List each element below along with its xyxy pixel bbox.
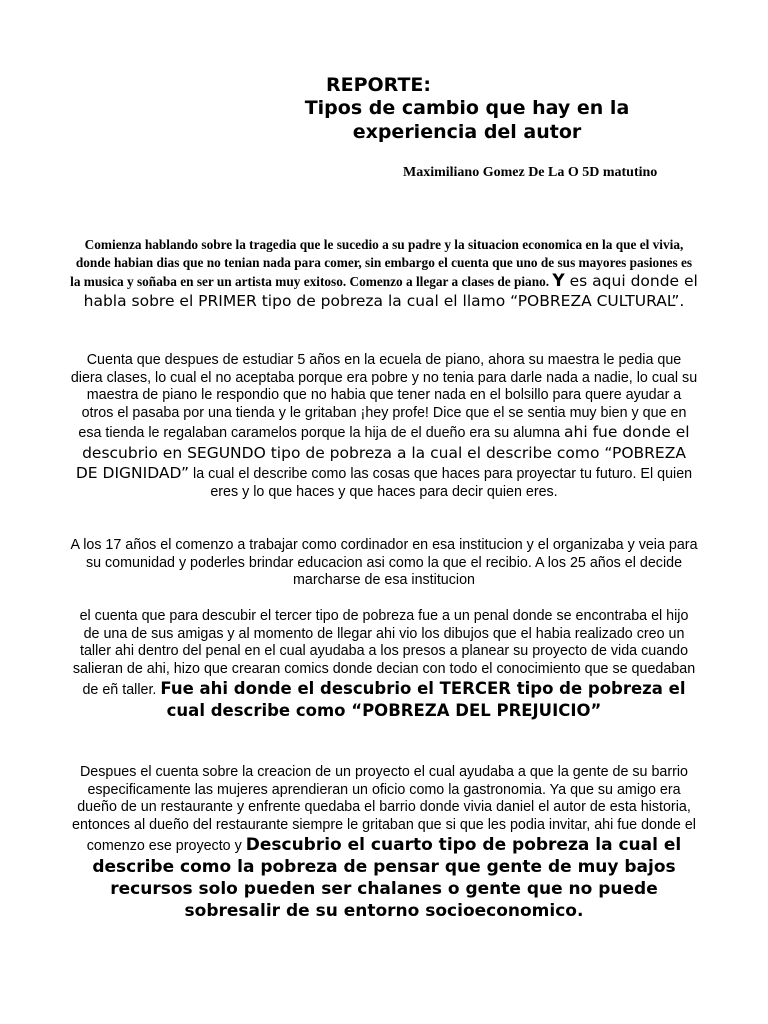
paragraph-2-emphasis: ahi fue donde el descubrio en SEGUNDO tipo de pobreza a la cual el describe como “POBREZA DE DIGNIDAD” (75, 423, 690, 482)
author-line: Maximiliano Gomez De La O 5D matutino (403, 165, 658, 180)
paragraph-1-emphasis-text: es aqui donde el habla sobre el PRIMER tipo de pobreza la cual el llamo “POBREZA CULTURAL”. (83, 272, 698, 311)
paragraph-2-intro: Cuenta que despues de estudiar 5 años en la ecuela de piano, ahora su maestra le pedia que diera clases, lo cual el no aceptaba porque era pobre y no tenia para darle nada a nadie, lo cual su maestra de piano le respondio que no habia que tener nada en el bolsillo para quere ayudar a otros el pasaba por una tienda y le gritaban ¡hey profe! Dice que el se sentia muy bien y que en esa tienda le regalaban caramelos porque la hija de el dueño era su alumna (70, 352, 698, 441)
paragraph-4-intro: el cuenta que para descubir el tercer tipo de pobreza fue a un penal donde se encontraba el hijo de una de sus amigas y al momento de llegar ahi vio los dibujos que el habia realizado creo un taller ahi dentro del penal en el cual ayudaba a los presos a planear su proyecto de vida cuando salieran de ahi, hizo que crearan comics donde decian con todo el conocimiento que se quedaban de eñ taller. (72, 608, 696, 698)
paragraph-2 (70, 352, 698, 501)
paragraph-2-outro: la cual el describe como las cosas que haces para proyectar tu futuro. El quien eres y lo que haces y que haces para decir quien eres. (193, 466, 693, 500)
paragraph-3 (70, 537, 698, 590)
paragraph-1-intro: Comienza hablando sobre la tragedia que le sucedio a su padre y la situacion economica en la que el vivia, donde habian dias que no tenian nada para comer, sin embargo el cuenta que uno de sus mayores pasiones es la musica y soñaba en ser un artista muy exitoso. Comenzo a llegar a clases de piano. (70, 237, 693, 290)
paragraph-1 (70, 236, 698, 311)
paragraph-5-emphasis: Descubrio el cuarto tipo de pobreza la cual el describe como la pobreza de pensar que gente de muy bajos recursos solo pueden ser chalanes o gente que no puede sobresalir de su entorno socioeconomico. (92, 835, 682, 921)
paragraph-5 (70, 764, 698, 922)
report-title: Tipos de cambio que hay en la experiencia del autor (304, 97, 630, 143)
paragraph-4-emphasis: Fue ahi donde el descubrio el TERCER tipo de pobreza el cual describe como “POBREZA DEL PREJUICIO” (160, 679, 686, 720)
report-heading: REPORTE: (326, 74, 432, 96)
paragraph-5-intro: Despues el cuenta sobre la creacion de un proyecto el cual ayudaba a que la gente de su barrio especificamente las mujeres aprendieran un oficio como la gastronomia. Ya que su amigo era dueño de un restaurante y enfrente quedaba el barrio donde vivia daniel el autor de esta historia, entonces al dueño del restaurante siempre le gritaban que si que les podia invitar, ahi fue donde el comenzo ese proyecto y (72, 764, 696, 854)
paragraph-4 (70, 608, 698, 721)
paragraph-3-text: A los 17 años el comenzo a trabajar como cordinador en esa institucion y el organizaba y veia para su comunidad y poderles brindar educacion asi como la que el recibio. A los 25 años el decide marcharse de esa institucion (70, 537, 698, 588)
paragraph-1-initial: Y (552, 271, 565, 292)
